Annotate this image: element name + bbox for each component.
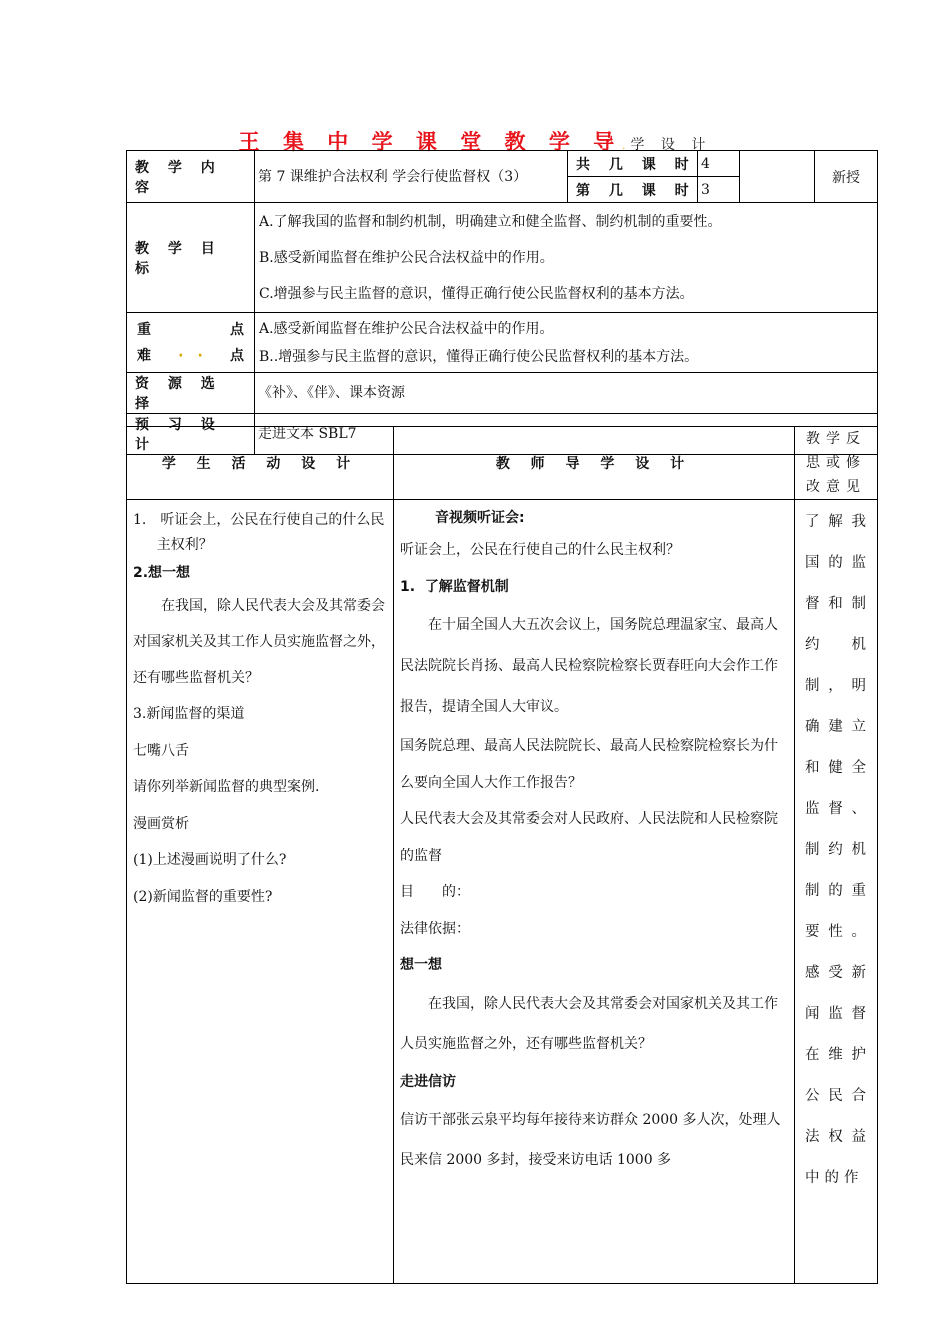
teacher-column-header: 教 师 导 学 设 计: [394, 427, 795, 500]
kp-label-2b: 点: [229, 347, 244, 364]
blank-cell: [740, 151, 815, 203]
teacher-t6: 人民代表大会及其常委会对人民政府、人民法院和人民检察院的监督: [400, 811, 778, 864]
teacher-t2: 听证会上，公民在行使自己的什么民主权利？: [400, 542, 680, 558]
teacher-guidance: [394, 500, 795, 1284]
kp-label-2a: 难: [137, 347, 151, 364]
student-q2-text: 在我国，除人民代表大会及其常委会对国家机关及其工作人员实施监督之外，还有哪些监督机关？: [133, 598, 385, 686]
teacher-t4: 在十届全国人大五次会议上，国务院总理温家宝、最高人民法院院长肖扬、最高人民检察院检察长贾春旺向大会作工作报告，提请全国人大审议。: [400, 617, 778, 715]
header-table: [126, 150, 878, 203]
teacher-t3-text: 了解监督机制: [424, 578, 509, 595]
teacher-t12: 信访干部张云泉平均每年接待来访群众 2000 多人次，处理人民来信 2000 多封，接受来访电话 1000 多: [400, 1112, 781, 1168]
reflect-column-header: 教学反思或修改意见: [795, 427, 878, 500]
preview-label: 预 习 设 计: [127, 414, 255, 455]
title-dot: .: [622, 141, 626, 152]
key-points-list: [255, 313, 878, 373]
kp-label-1a: 重: [137, 321, 151, 338]
student-c2: (2)新闻监督的重要性?: [133, 888, 273, 905]
student-q3: 3.新闻监督的渠道: [133, 706, 245, 722]
activity-table: [126, 426, 878, 1284]
content-value: 第 7 课维护合法权利 学会行使监督权（3）: [255, 151, 568, 203]
key-point-b: B..增强参与民主监督的意识，懂得正确行使公民监督权利的基本方法。: [259, 348, 699, 365]
student-q2-title: 2.想一想: [133, 565, 191, 581]
title-suffix: 学 设 计: [630, 137, 712, 153]
teacher-t3: [400, 569, 788, 606]
teacher-t9: 想一想: [400, 957, 442, 973]
content-label: 教 学 内 容: [127, 151, 255, 203]
key-points-label: 重 点 难 · · 点: [127, 313, 255, 373]
goal-c: C.增强参与民主监督的意识，懂得正确行使公民监督权利的基本方法。: [259, 285, 694, 302]
teacher-t1: 音视频听证会:: [435, 510, 525, 526]
student-c1: (1)上述漫画说明了什么?: [133, 852, 287, 868]
student-comic: 漫画赏析: [133, 815, 189, 832]
nth-hour-label: 第 几 课 时: [568, 177, 698, 203]
nth-hour-value: 3: [698, 177, 740, 203]
student-column-header: 学 生 活 动 设 计: [127, 427, 394, 500]
teacher-t8: 法律依据：: [400, 920, 470, 937]
info-table: [126, 202, 878, 455]
student-q3-task: 请你列举新闻监督的典型案例.: [133, 779, 320, 795]
goals-list: [255, 203, 878, 313]
preview-value: 走进文本 SBL7: [255, 414, 878, 455]
goal-b: B.感受新闻监督在维护公民合法权益中的作用。: [259, 249, 554, 266]
title-school: 王 集 中 学 课 堂 教 学 导: [238, 130, 623, 154]
key-point-a: A.感受新闻监督在维护公民合法权益中的作用。: [259, 320, 554, 337]
student-q3-sub: 七嘴八舌: [133, 742, 189, 759]
lesson-type: 新授: [815, 151, 878, 203]
resources-label: 资 源 选 择: [127, 373, 255, 414]
total-hours-label: 共 几 课 时: [568, 151, 698, 177]
total-hours-value: 4: [698, 151, 740, 177]
goals-label: 教 学 目 标: [127, 203, 255, 313]
teacher-t11: 走进信访: [400, 1073, 456, 1090]
kp-label-1b: 点: [230, 321, 244, 338]
student-q1: 1. 听证会上，公民在行使自己的什么民主权利？: [133, 512, 385, 553]
teacher-t10: 在我国，除人民代表大会及其常委会对国家机关及其工作人员实施监督之外，还有哪些监督机关？: [400, 995, 778, 1052]
teacher-t7: 目 的：: [400, 884, 470, 900]
teacher-t3-num: 1.: [400, 578, 416, 595]
resources-value: 《补》、《伴》、课本资源: [255, 373, 878, 414]
student-activities: [127, 500, 394, 1284]
reflect-notes: 了解我国的监督和制约机制，明确建立和健全监督、制约机制的重要性。感受新闻监督在维护公民合法权益中的作: [795, 500, 878, 1284]
goal-a: A.了解我国的监督和制约机制，明确建立和健全监督、制约机制的重要性。: [259, 213, 722, 230]
teacher-t5: 国务院总理、最高人民法院院长、最高人民检察院检察长为什么要向全国人大作工作报告？: [400, 738, 778, 791]
